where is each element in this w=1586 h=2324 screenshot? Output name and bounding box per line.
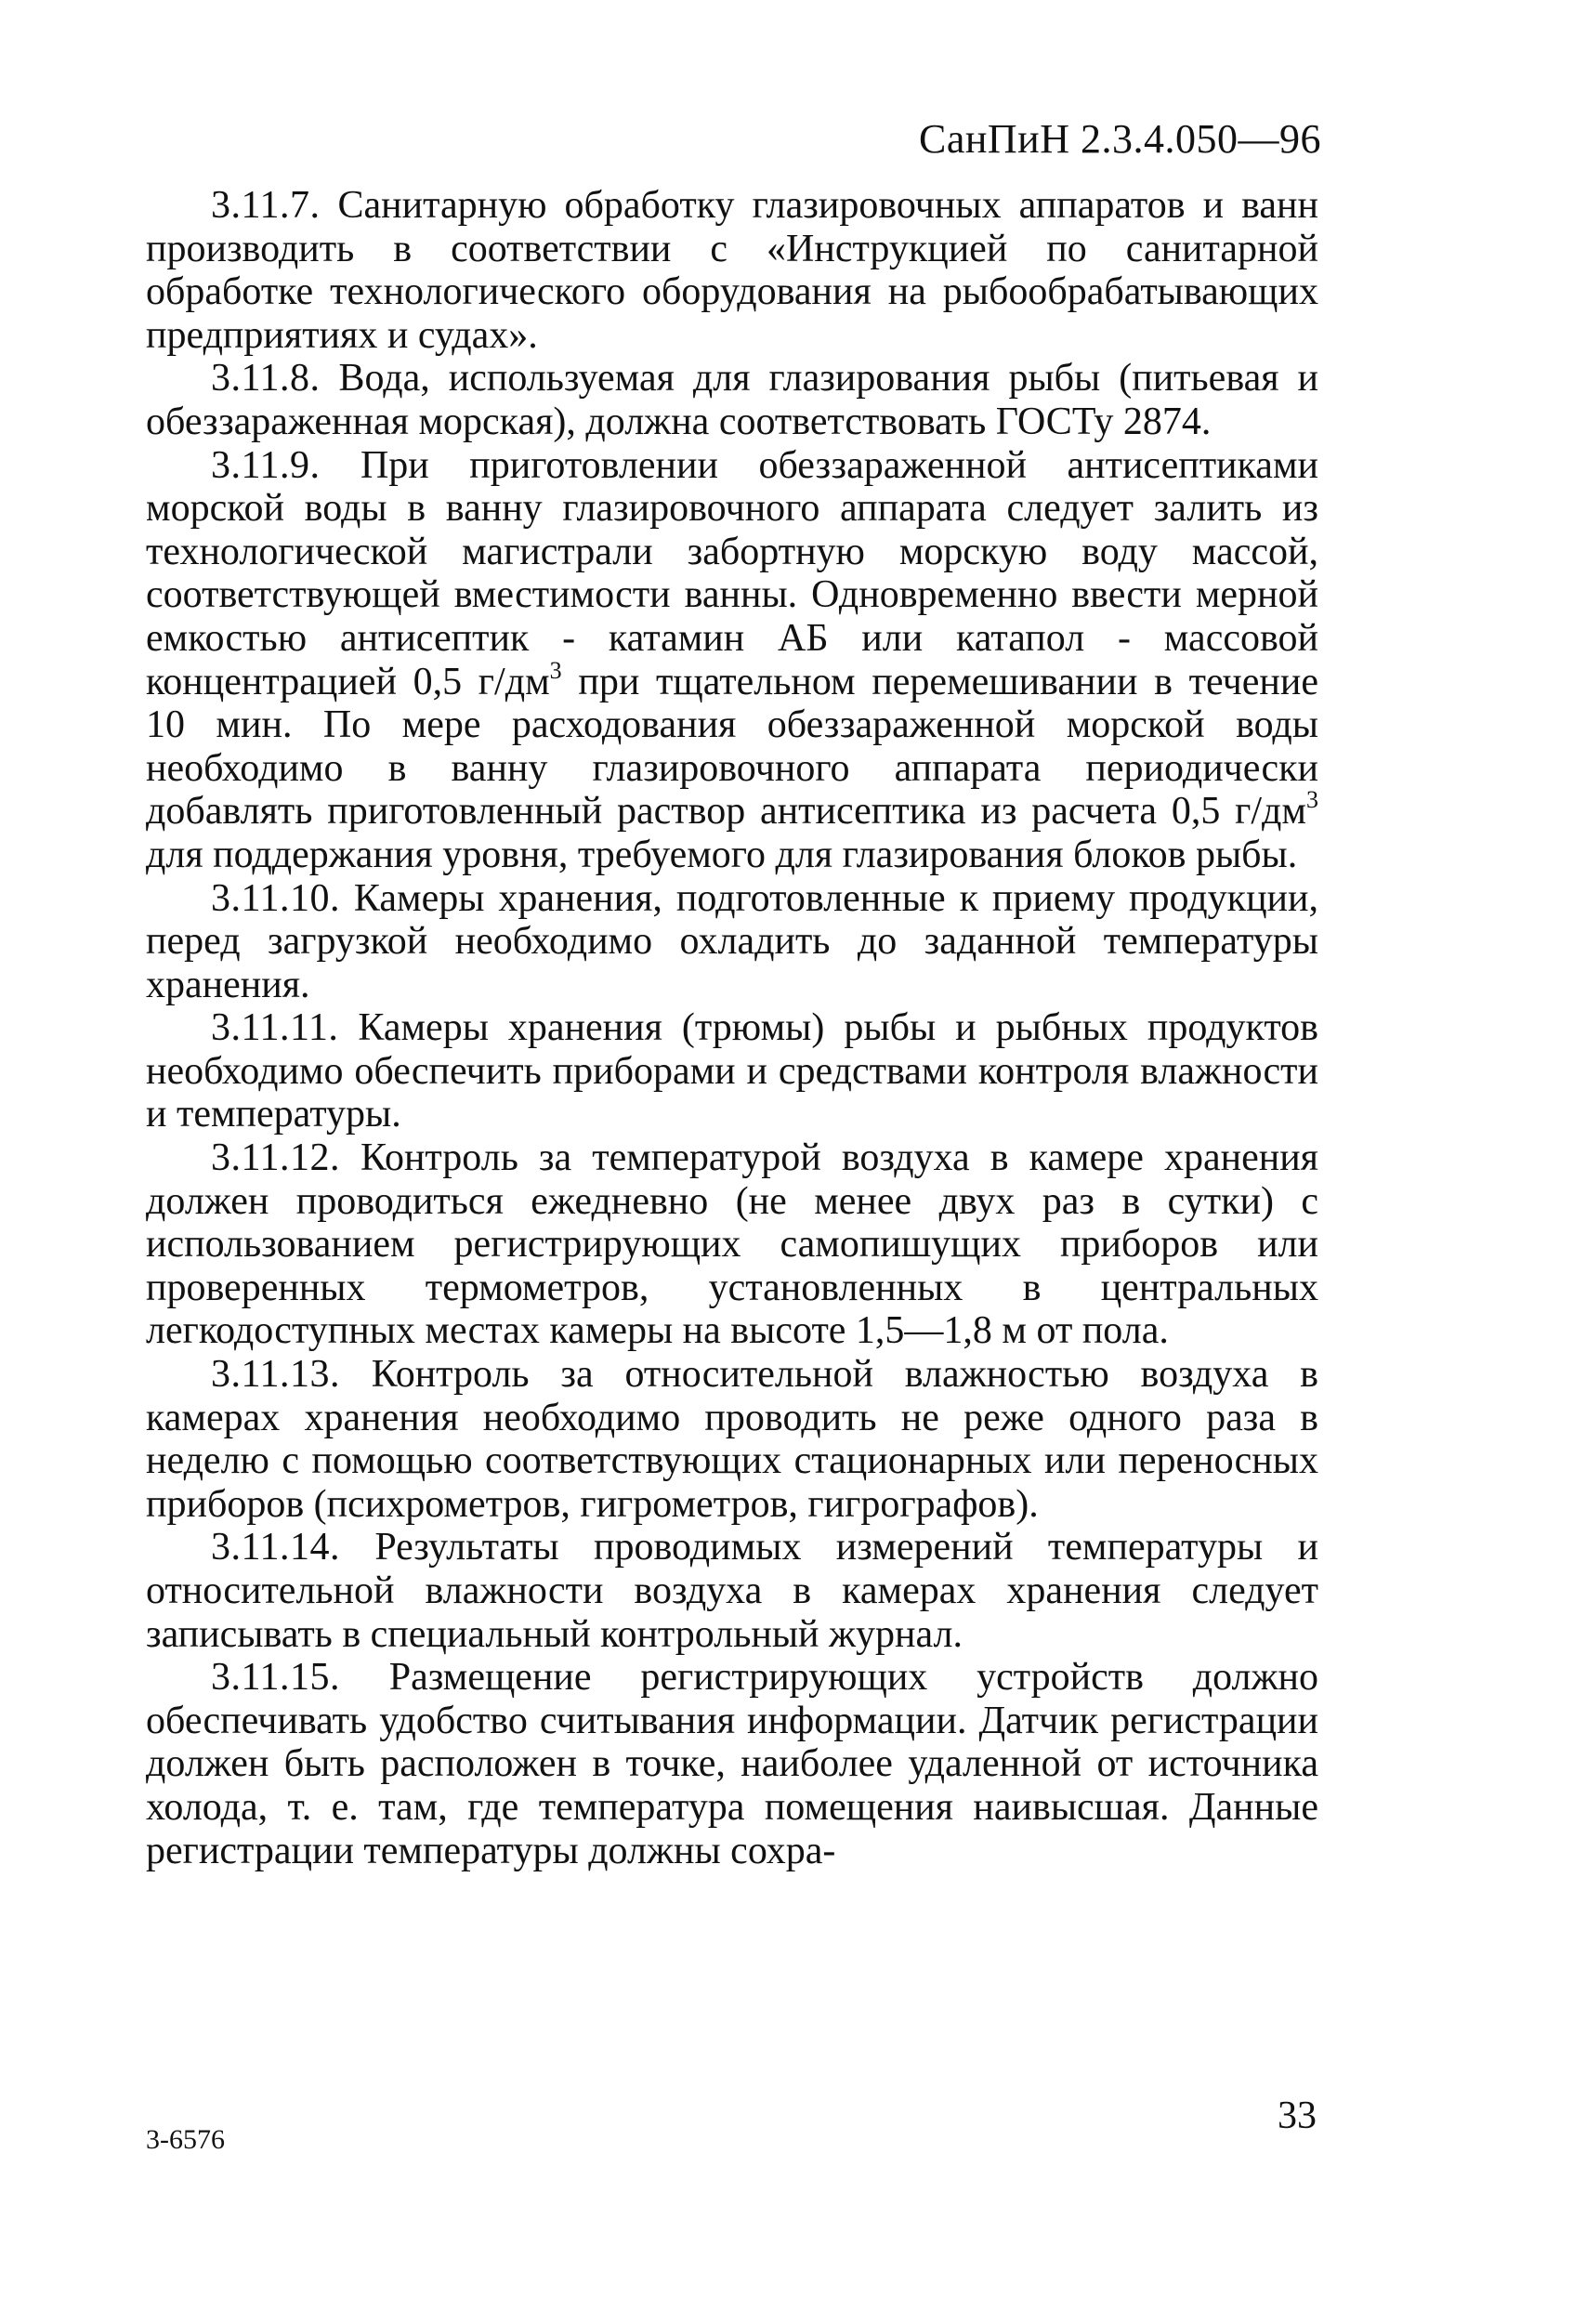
paragraph-number: 3.11.11.: [211, 1006, 339, 1050]
paragraph-text: Вода, используемая для глазирования рыбы (питьевая и обеззараженная морская), должна соответствовать ГОСТу 2874.: [146, 357, 1319, 443]
paragraph-3-11-8: [146, 357, 1318, 443]
paragraph-text: Санитарную обработку глазировочных аппаратов и ванн производить в соответствии с «Инструкцией по санитарной обработке технологического оборудования на рыбообрабатывающих предприятиях и судах».: [146, 184, 1319, 357]
superscript-cubic: 3: [549, 656, 562, 684]
paragraph-number: 3.11.8.: [211, 357, 321, 400]
paragraph-text: Размещение регистрирующих устройств должно обеспечивать удобство считывания информации. Датчик регистрации должен быть расположен в точке, наиболее удаленной от источника холода, т. е. там, где температура помещения наивысшая. Данные регистрации температуры должны сохра-: [146, 1656, 1318, 1872]
paragraph-number: 3.11.13.: [211, 1353, 340, 1397]
paragraph-text: при тщательном перемешивании в течение 10 мин. По мере расходования обеззараженной морской воды необходимо в ванну глазировочного аппарата периодически добавлять приготовленный раствор антисептика из расчета 0,5 г/дм: [146, 660, 1318, 834]
paragraph-3-11-11: [146, 1006, 1318, 1136]
paragraph-text: При приготовлении обеззараженной антисептиками морской воды в ванну глазировочного аппарата следует залить из технологической магистрали забортную морскую воду массой, соответствующей вместимости ванны. Одновременно ввести мерной емкостью антисептик - катамин АБ или катапол - массовой концентрацией 0,5 г/дм: [146, 443, 1319, 703]
paragraph-text: Контроль за относительной влажностью воздуха в камерах хранения необходимо проводить не реже одного раза в неделю с помощью соответствующих стационарных или переносных приборов (психрометров, гигрометров, гигрографов).: [146, 1353, 1318, 1526]
paragraph-3-11-14: [146, 1526, 1318, 1656]
paragraph-number: 3.11.12.: [211, 1136, 340, 1180]
print-code: 3-6576: [146, 2124, 225, 2155]
paragraph-3-11-10: [146, 877, 1318, 1007]
paragraph-text: Результаты проводимых измерений температуры и относительной влажности воздуха в камерах хранения следует записывать в специальный контрольный журнал.: [146, 1526, 1319, 1656]
paragraph-number: 3.11.7.: [211, 184, 321, 227]
paragraph-text: Камеры хранения (трюмы) рыбы и рыбных продуктов необходимо обеспечить приборами и средствами контроля влажности и температуры.: [146, 1006, 1318, 1136]
paragraph-text: Контроль за температурой воздуха в камере хранения должен проводиться ежедневно (не менее двух раз в сутки) с использованием регистрирующих самопишущих приборов или проверенных термометров, установленных в центральных легкодоступных местах камеры на высоте 1,5—1,8 м от пола.: [146, 1136, 1318, 1353]
body-text: [146, 184, 1318, 1872]
paragraph-3-11-12: [146, 1136, 1318, 1353]
superscript-cubic: 3: [1306, 786, 1318, 814]
paragraph-3-11-13: [146, 1353, 1318, 1526]
page-number: 33: [1278, 2094, 1317, 2137]
paragraph-number: 3.11.9.: [211, 443, 321, 487]
paragraph-3-11-9: [146, 444, 1318, 877]
running-header: СанПиН 2.3.4.050—96: [918, 116, 1321, 162]
paragraph-text: для поддержания уровня, требуемого для глазирования блоков рыбы.: [146, 833, 1298, 876]
paragraph-3-11-15: [146, 1656, 1318, 1872]
paragraph-number: 3.11.14.: [211, 1526, 340, 1569]
paragraph-number: 3.11.15.: [211, 1656, 340, 1700]
paragraph-text: Камеры хранения, подготовленные к приему продукции, перед загрузкой необходимо охладить до заданной температуры хранения.: [146, 876, 1319, 1006]
paragraph-number: 3.11.10.: [211, 876, 340, 920]
paragraph-3-11-7: [146, 184, 1318, 357]
